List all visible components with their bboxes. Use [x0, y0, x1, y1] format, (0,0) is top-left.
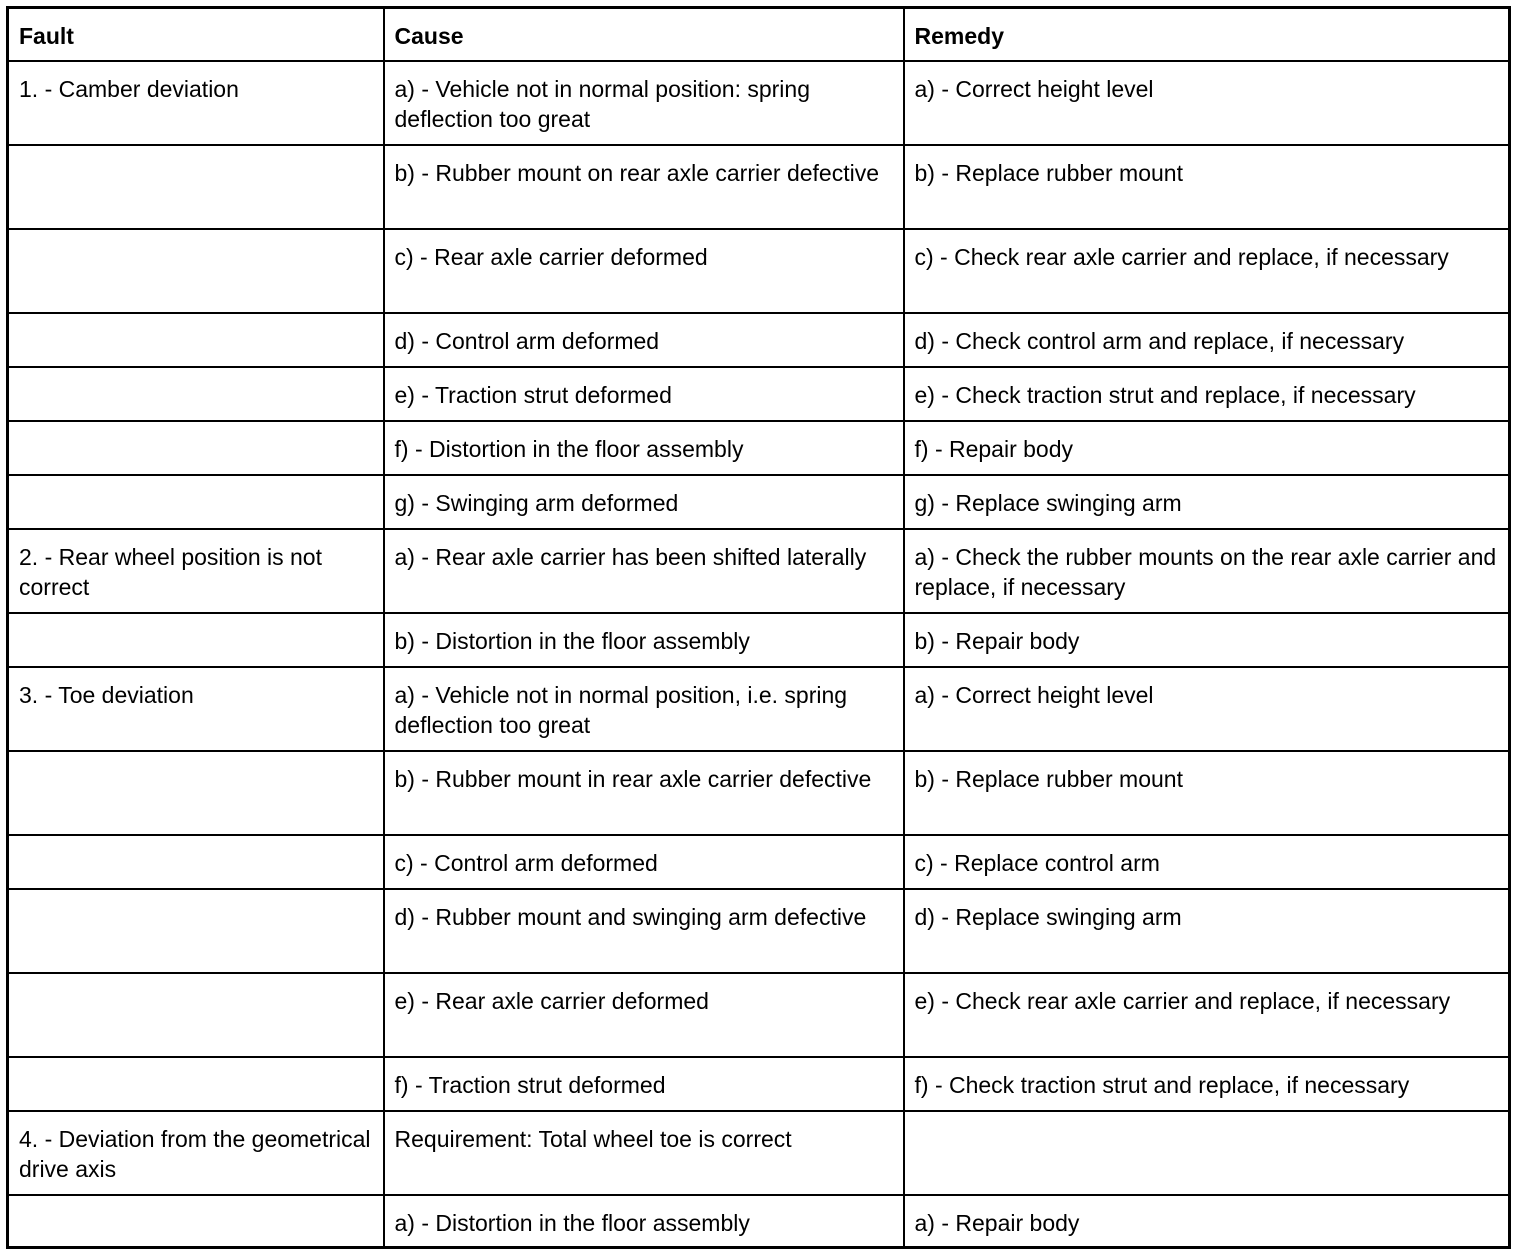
fault-cell	[8, 421, 384, 475]
fault-cell: 4. - Deviation from the geometrical drive axis	[8, 1111, 384, 1195]
remedy-cell: a) - Check the rubber mounts on the rear axle carrier and replace, if necessary	[904, 529, 1510, 613]
cause-cell: b) - Distortion in the floor assembly	[384, 613, 904, 667]
cause-cell: g) - Swinging arm deformed	[384, 475, 904, 529]
remedy-cell: c) - Replace control arm	[904, 835, 1510, 889]
table-row	[8, 313, 1510, 367]
fault-cell: 3. - Toe deviation	[8, 667, 384, 751]
header-cause: Cause	[384, 8, 904, 61]
table-row	[8, 1111, 1510, 1195]
table-row	[8, 1057, 1510, 1111]
fault-cell	[8, 973, 384, 1057]
remedy-cell: a) - Correct height level	[904, 61, 1510, 145]
table-row	[8, 367, 1510, 421]
cause-cell: b) - Rubber mount on rear axle carrier defective	[384, 145, 904, 229]
table-row	[8, 1195, 1510, 1248]
header-remedy: Remedy	[904, 8, 1510, 61]
table-row	[8, 973, 1510, 1057]
fault-cell: 1. - Camber deviation	[8, 61, 384, 145]
table-row	[8, 835, 1510, 889]
table-row	[8, 421, 1510, 475]
table-row	[8, 751, 1510, 835]
cause-cell: a) - Distortion in the floor assembly	[384, 1195, 904, 1248]
table-header-row	[8, 8, 1510, 61]
remedy-cell: a) - Repair body	[904, 1195, 1510, 1248]
table-row	[8, 475, 1510, 529]
table-row	[8, 529, 1510, 613]
fault-cell	[8, 145, 384, 229]
cause-cell: a) - Vehicle not in normal position, i.e. spring deflection too great	[384, 667, 904, 751]
table-row	[8, 613, 1510, 667]
fault-cell	[8, 889, 384, 973]
cause-cell: c) - Control arm deformed	[384, 835, 904, 889]
remedy-cell: f) - Repair body	[904, 421, 1510, 475]
cause-cell: a) - Vehicle not in normal position: spring deflection too great	[384, 61, 904, 145]
cause-cell: d) - Control arm deformed	[384, 313, 904, 367]
table-row	[8, 145, 1510, 229]
table-row	[8, 61, 1510, 145]
cause-cell: e) - Rear axle carrier deformed	[384, 973, 904, 1057]
cause-cell: d) - Rubber mount and swinging arm defective	[384, 889, 904, 973]
remedy-cell: b) - Replace rubber mount	[904, 145, 1510, 229]
remedy-cell: e) - Check rear axle carrier and replace, if necessary	[904, 973, 1510, 1057]
cause-cell: b) - Rubber mount in rear axle carrier defective	[384, 751, 904, 835]
remedy-cell: e) - Check traction strut and replace, if necessary	[904, 367, 1510, 421]
remedy-cell: g) - Replace swinging arm	[904, 475, 1510, 529]
table-row	[8, 667, 1510, 751]
fault-cell	[8, 1057, 384, 1111]
remedy-cell: c) - Check rear axle carrier and replace, if necessary	[904, 229, 1510, 313]
fault-cell	[8, 1195, 384, 1248]
fault-cell	[8, 835, 384, 889]
fault-cell	[8, 751, 384, 835]
cause-cell: e) - Traction strut deformed	[384, 367, 904, 421]
remedy-cell: d) - Replace swinging arm	[904, 889, 1510, 973]
remedy-cell: d) - Check control arm and replace, if necessary	[904, 313, 1510, 367]
cause-cell: f) - Distortion in the floor assembly	[384, 421, 904, 475]
cause-cell: f) - Traction strut deformed	[384, 1057, 904, 1111]
cause-cell: a) - Rear axle carrier has been shifted laterally	[384, 529, 904, 613]
fault-cell	[8, 367, 384, 421]
fault-cell	[8, 313, 384, 367]
remedy-cell: b) - Repair body	[904, 613, 1510, 667]
remedy-cell: a) - Correct height level	[904, 667, 1510, 751]
fault-cell	[8, 475, 384, 529]
remedy-cell: f) - Check traction strut and replace, if necessary	[904, 1057, 1510, 1111]
remedy-cell: b) - Replace rubber mount	[904, 751, 1510, 835]
fault-cause-remedy-table	[6, 6, 1511, 1249]
table-row	[8, 229, 1510, 313]
table-row	[8, 889, 1510, 973]
remedy-cell	[904, 1111, 1510, 1195]
fault-cell	[8, 229, 384, 313]
fault-cell	[8, 613, 384, 667]
header-fault: Fault	[8, 8, 384, 61]
fault-cell: 2. - Rear wheel position is not correct	[8, 529, 384, 613]
cause-cell: Requirement: Total wheel toe is correct	[384, 1111, 904, 1195]
cause-cell: c) - Rear axle carrier deformed	[384, 229, 904, 313]
